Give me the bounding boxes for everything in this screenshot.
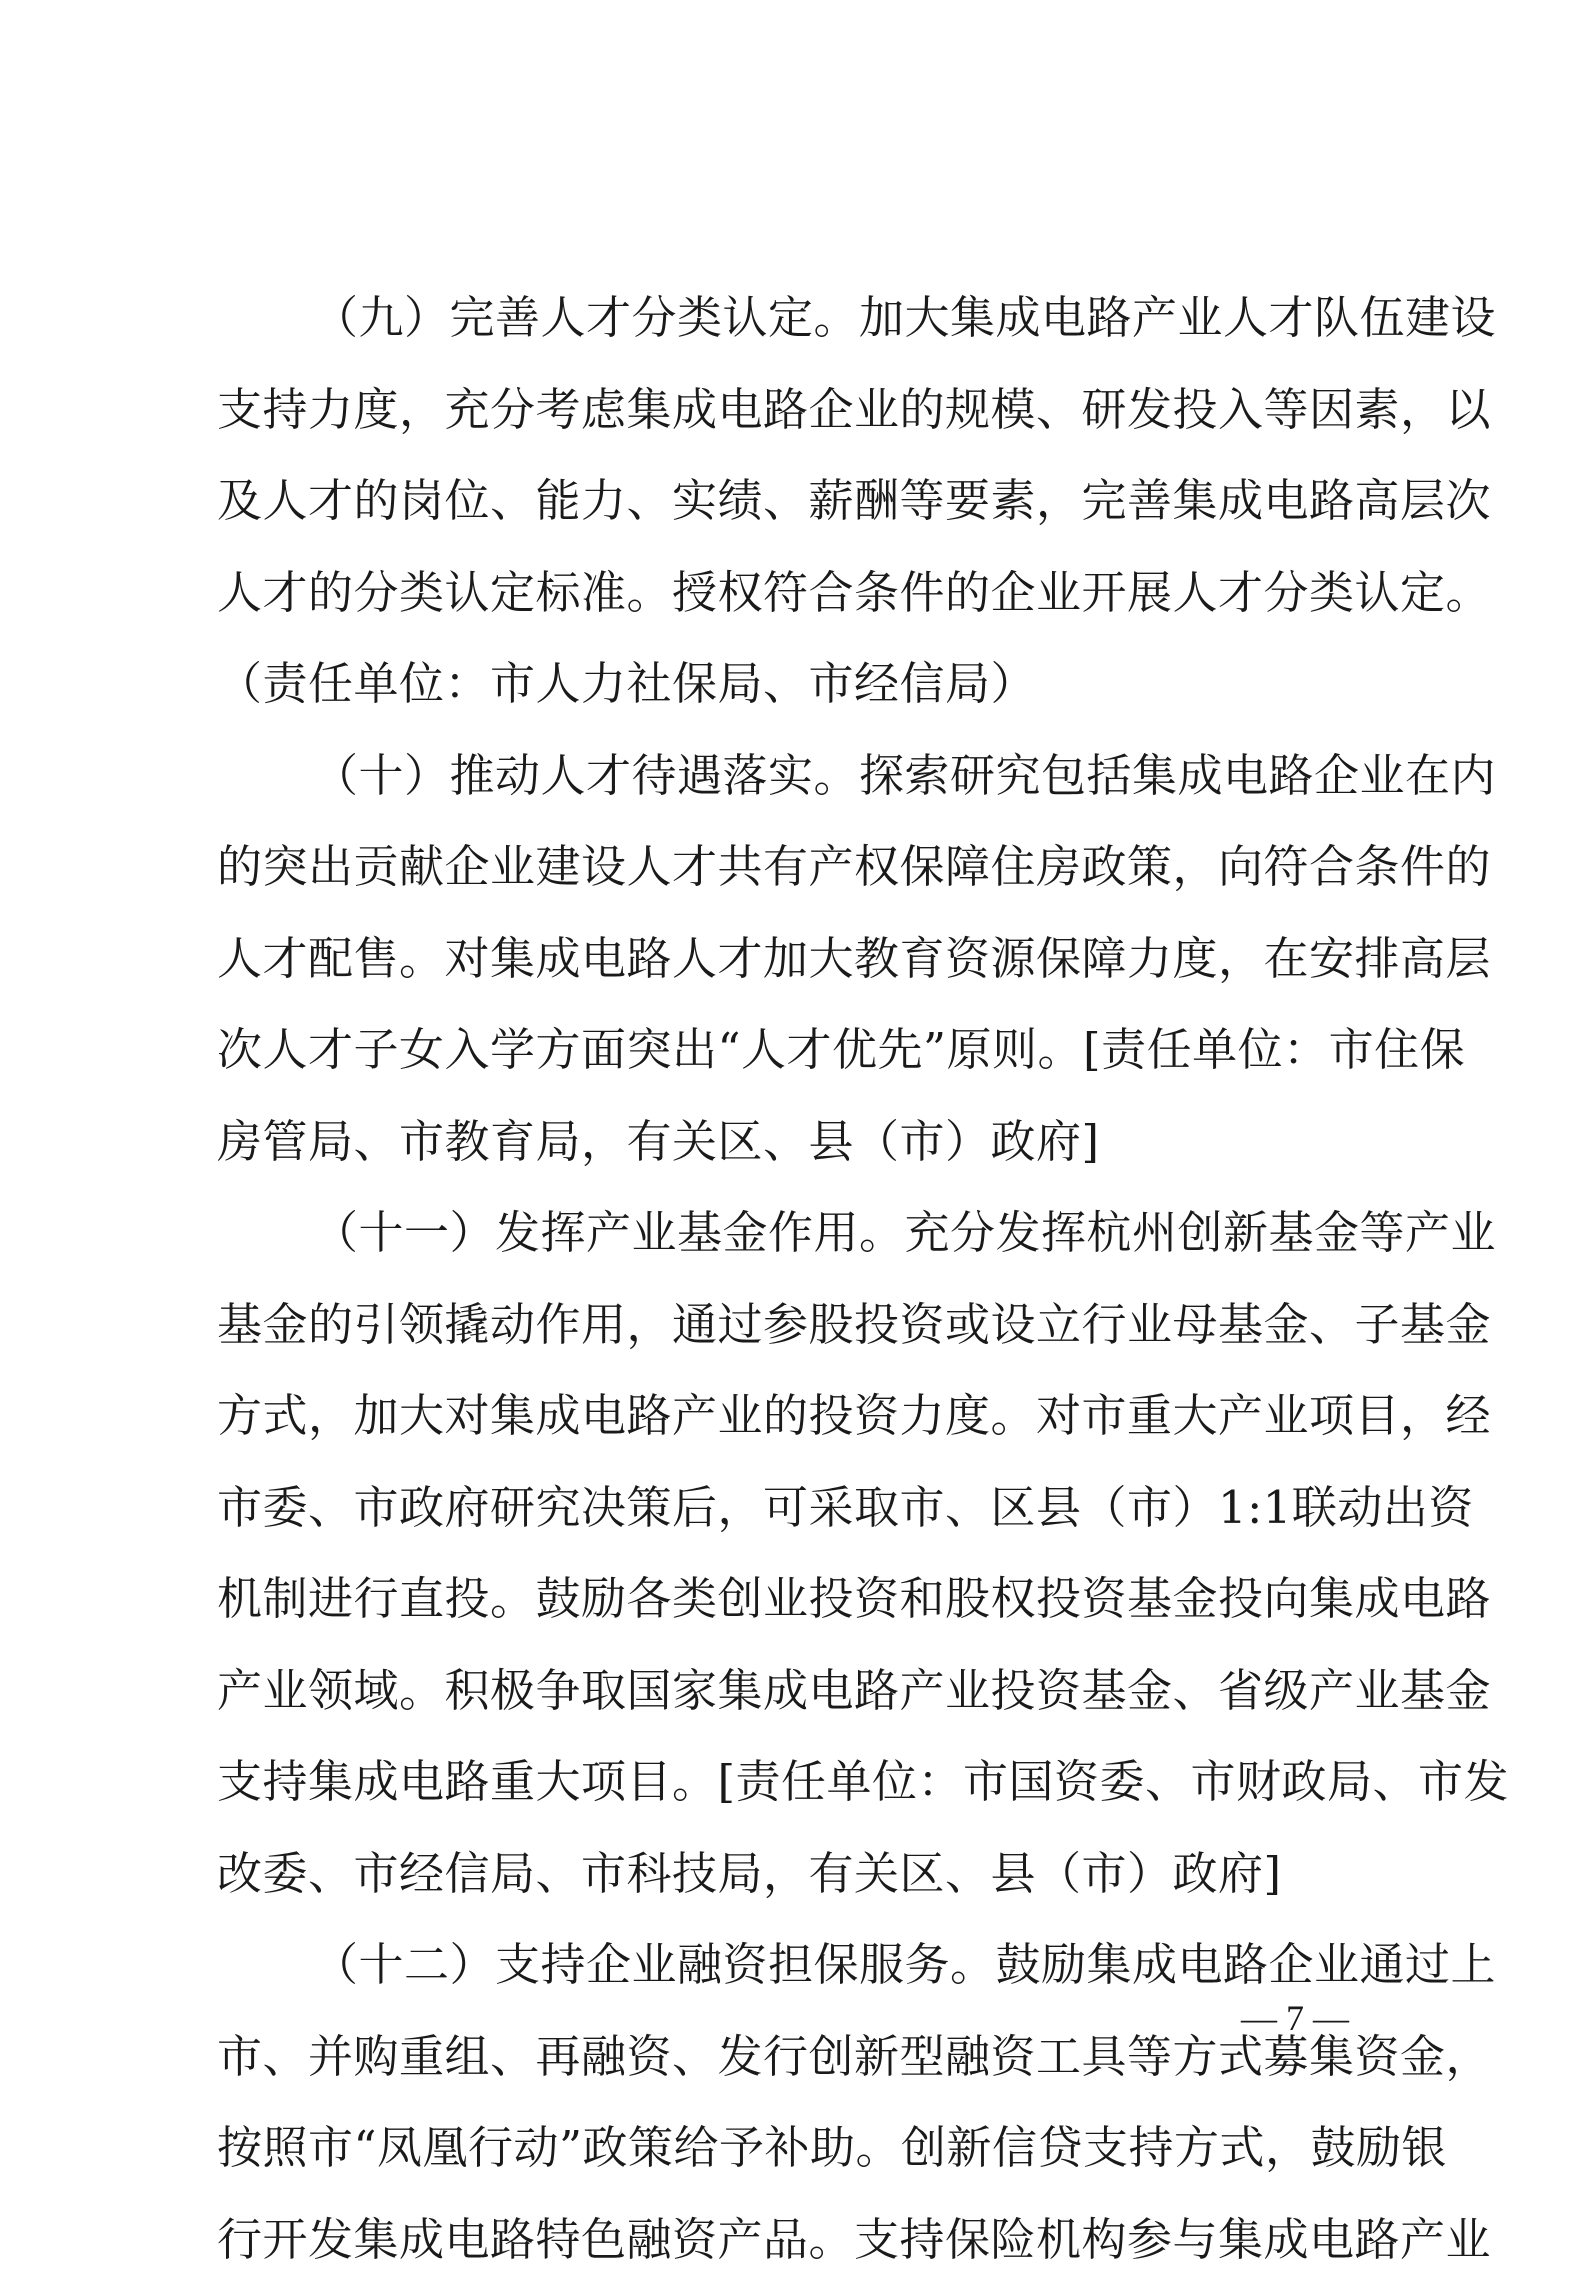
text-line: 人才的分类认定标准。授权符合条件的企业开展人才分类认定。: [217, 547, 1377, 639]
page-number: — 7 —: [1225, 1998, 1365, 2038]
text-line: 的突出贡献企业建设人才共有产权保障住房政策，向符合条件的: [217, 821, 1377, 913]
text-line: （十）推动人才待遇落实。探索研究包括集成电路企业在内: [217, 730, 1377, 822]
text-line: 基金的引领撬动作用，通过参股投资或设立行业母基金、子基金: [217, 1279, 1377, 1371]
text-line: 机制进行直投。鼓励各类创业投资和股权投资基金投向集成电路: [217, 1553, 1377, 1645]
text-line: （十二）支持企业融资担保服务。鼓励集成电路企业通过上: [217, 1919, 1377, 2011]
paragraph-financing-guarantee: [217, 1919, 1377, 2285]
text-line: 及人才的岗位、能力、实绩、薪酬等要素，完善集成电路高层次: [217, 455, 1377, 547]
text-line: 房管局、市教育局，有关区、县（市）政府]: [217, 1096, 1377, 1188]
text-line: 产业领域。积极争取国家集成电路产业投资基金、省级产业基金: [217, 1645, 1377, 1737]
text-line: 方式，加大对集成电路产业的投资力度。对市重大产业项目，经: [217, 1370, 1377, 1462]
text-line: （十一）发挥产业基金作用。充分发挥杭州创新基金等产业: [217, 1187, 1377, 1279]
text-line: （九）完善人才分类认定。加大集成电路产业人才队伍建设: [217, 272, 1377, 364]
paragraph-industry-fund: [217, 1187, 1377, 1919]
text-line: 支持力度，充分考虑集成电路企业的规模、研发投入等因素，以: [217, 364, 1377, 456]
text-line: 按照市“凤凰行动”政策给予补助。创新信贷支持方式，鼓励银: [217, 2102, 1377, 2194]
text-line: （责任单位：市人力社保局、市经信局）: [217, 638, 1377, 730]
text-line: 人才配售。对集成电路人才加大教育资源保障力度，在安排高层: [217, 913, 1377, 1005]
text-line: 市委、市政府研究决策后，可采取市、区县（市）1:1联动出资: [217, 1462, 1377, 1554]
text-line: 次人才子女入学方面突出“人才优先”原则。[责任单位：市住保: [217, 1004, 1377, 1096]
text-line: 改委、市经信局、市科技局，有关区、县（市）政府]: [217, 1828, 1377, 1920]
document-body: [217, 272, 1377, 2285]
paragraph-talent-benefits: [217, 730, 1377, 1188]
paragraph-talent-classification: [217, 272, 1377, 730]
text-line: 市、并购重组、再融资、发行创新型融资工具等方式募集资金，: [217, 2011, 1377, 2103]
text-line: 支持集成电路重大项目。[责任单位：市国资委、市财政局、市发: [217, 1736, 1377, 1828]
text-line: 行开发集成电路特色融资产品。支持保险机构参与集成电路产业: [217, 2194, 1377, 2285]
